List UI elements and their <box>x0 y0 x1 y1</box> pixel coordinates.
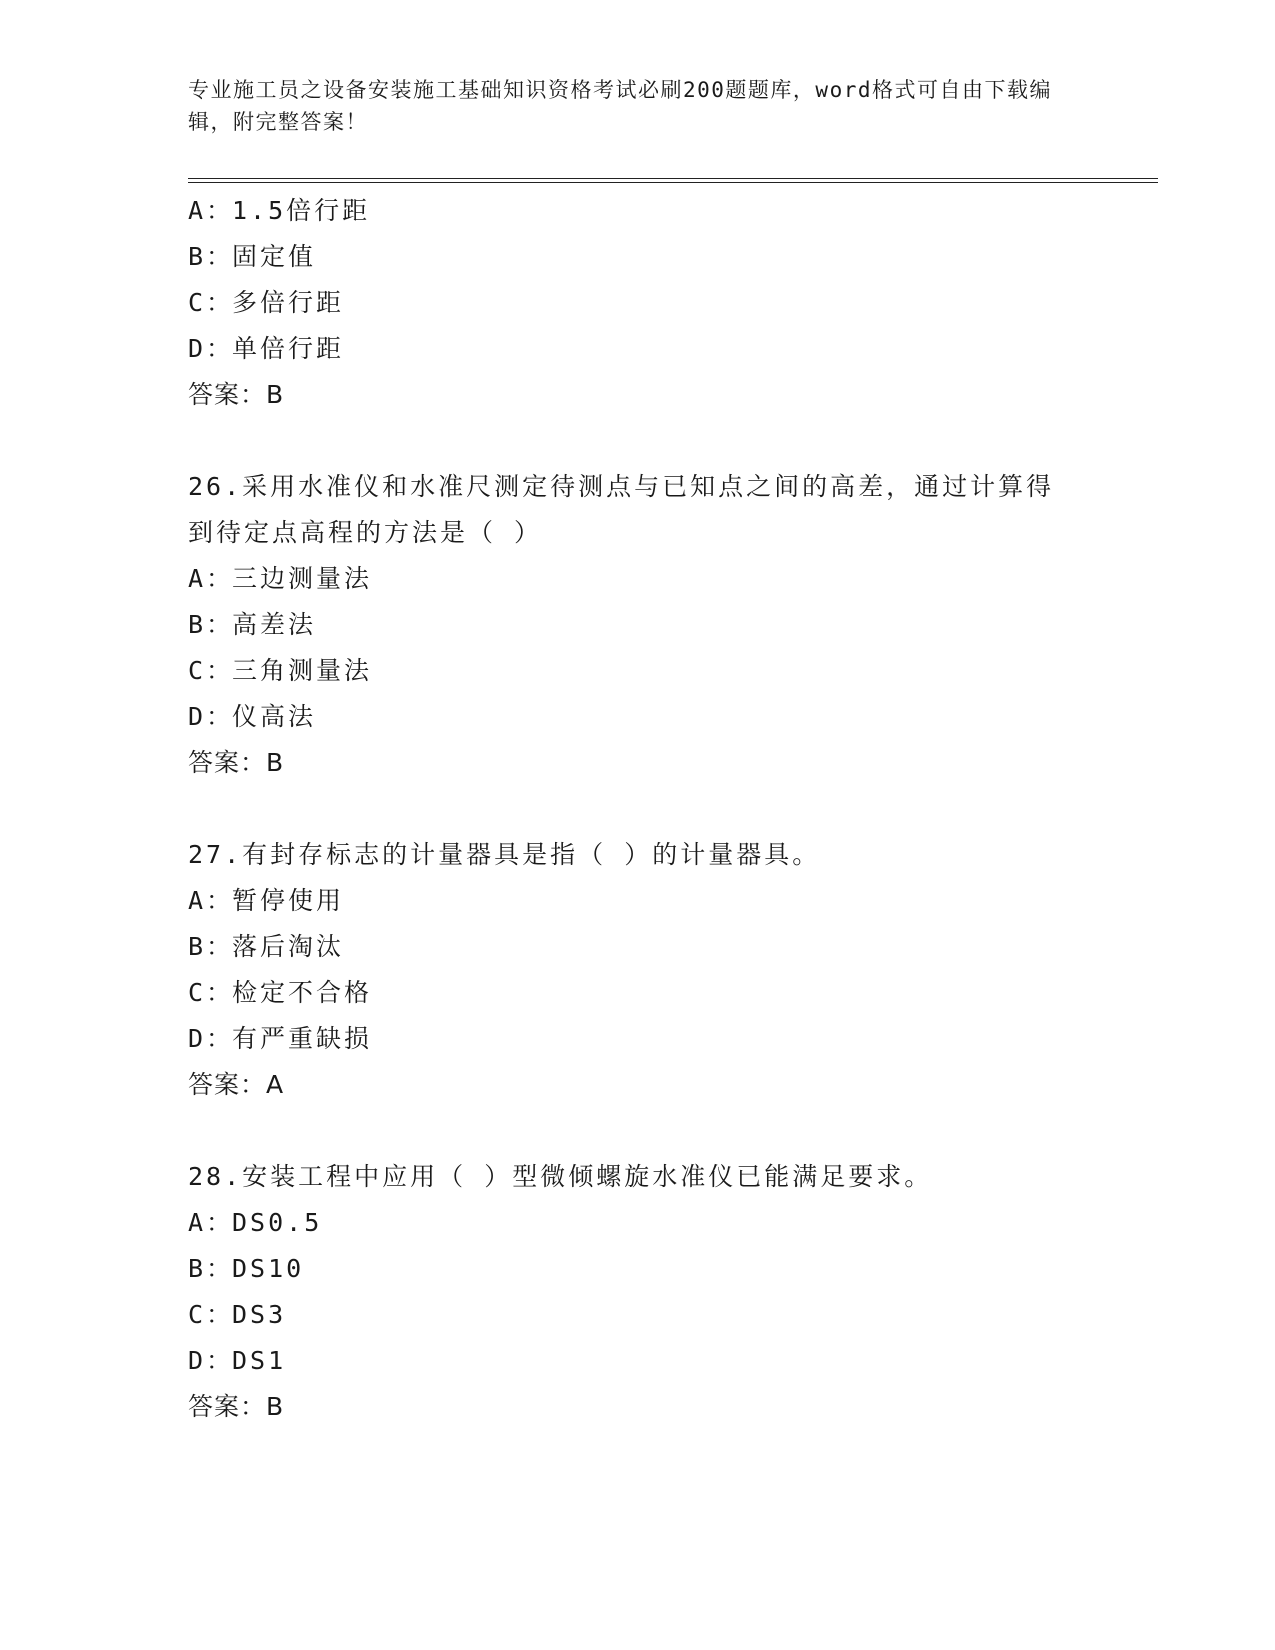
option-letter: C： <box>188 1300 235 1329</box>
question-stem: 26.采用水准仪和水准尺测定待测点与已知点之间的高差，通过计算得到待定点高程的方法是（ ） <box>188 472 1055 547</box>
option-letter: D： <box>188 1024 235 1053</box>
option-text: 单倍行距 <box>232 334 345 363</box>
option-letter: D： <box>188 334 235 363</box>
option-c <box>188 1292 1138 1338</box>
option-a <box>188 1200 1138 1246</box>
option-letter: B： <box>188 610 235 639</box>
option-letter: B： <box>188 1254 235 1283</box>
option-text: 高差法 <box>232 610 317 639</box>
option-c <box>188 280 1138 326</box>
spacer <box>188 786 1138 832</box>
option-d <box>188 694 1138 740</box>
option-letter: B： <box>188 242 235 271</box>
option-text: 有严重缺损 <box>232 1024 373 1053</box>
document-header: 专业施工员之设备安装施工基础知识资格考试必刷200题题库，word格式可自由下载编辑，附完整答案！ <box>188 78 1052 134</box>
option-text: 检定不合格 <box>232 978 373 1007</box>
option-d <box>188 1016 1138 1062</box>
option-b <box>188 1246 1138 1292</box>
question-26 <box>188 464 1138 786</box>
option-a <box>188 188 1138 234</box>
option-text: 落后淘汰 <box>232 932 345 961</box>
option-text: DS0.5 <box>232 1208 323 1237</box>
answer-line: 答案：B <box>188 1392 285 1421</box>
option-letter: A： <box>188 564 235 593</box>
option-text: DS1 <box>232 1346 287 1375</box>
option-text: DS3 <box>232 1300 287 1329</box>
option-b <box>188 924 1138 970</box>
option-text: 固定值 <box>232 242 317 271</box>
option-letter: D： <box>188 702 235 731</box>
header-rule-top <box>188 178 1158 179</box>
option-letter: A： <box>188 1208 235 1237</box>
option-text: 暂停使用 <box>232 886 345 915</box>
answer-line: 答案：B <box>188 748 285 777</box>
option-letter: A： <box>188 886 235 915</box>
option-text: 仪高法 <box>232 702 317 731</box>
option-letter: C： <box>188 978 235 1007</box>
option-b <box>188 234 1138 280</box>
spacer <box>188 1108 1138 1154</box>
document-content <box>188 188 1138 1430</box>
option-c <box>188 970 1138 1016</box>
question-stem: 28.安装工程中应用（ ）型微倾螺旋水准仪已能满足要求。 <box>188 1162 933 1191</box>
question-27 <box>188 832 1138 1108</box>
option-letter: B： <box>188 932 235 961</box>
option-d <box>188 1338 1138 1384</box>
option-text: DS10 <box>232 1254 305 1283</box>
option-letter: D： <box>188 1346 235 1375</box>
header-rule-bottom <box>188 182 1158 183</box>
option-letter: A： <box>188 196 235 225</box>
option-letter: C： <box>188 656 235 685</box>
option-text: 三角测量法 <box>232 656 373 685</box>
option-text: 三边测量法 <box>232 564 373 593</box>
option-text: 1.5倍行距 <box>232 196 371 225</box>
spacer <box>188 418 1138 464</box>
answer-line: 答案：B <box>188 380 285 409</box>
question-25-continued <box>188 188 1138 418</box>
option-c <box>188 648 1138 694</box>
answer-line: 答案：A <box>188 1070 285 1099</box>
question-stem: 27.有封存标志的计量器具是指（ ）的计量器具。 <box>188 840 821 869</box>
option-text: 多倍行距 <box>232 288 345 317</box>
option-a <box>188 878 1138 924</box>
option-d <box>188 326 1138 372</box>
option-a <box>188 556 1138 602</box>
option-b <box>188 602 1138 648</box>
question-28 <box>188 1154 1138 1430</box>
option-letter: C： <box>188 288 235 317</box>
